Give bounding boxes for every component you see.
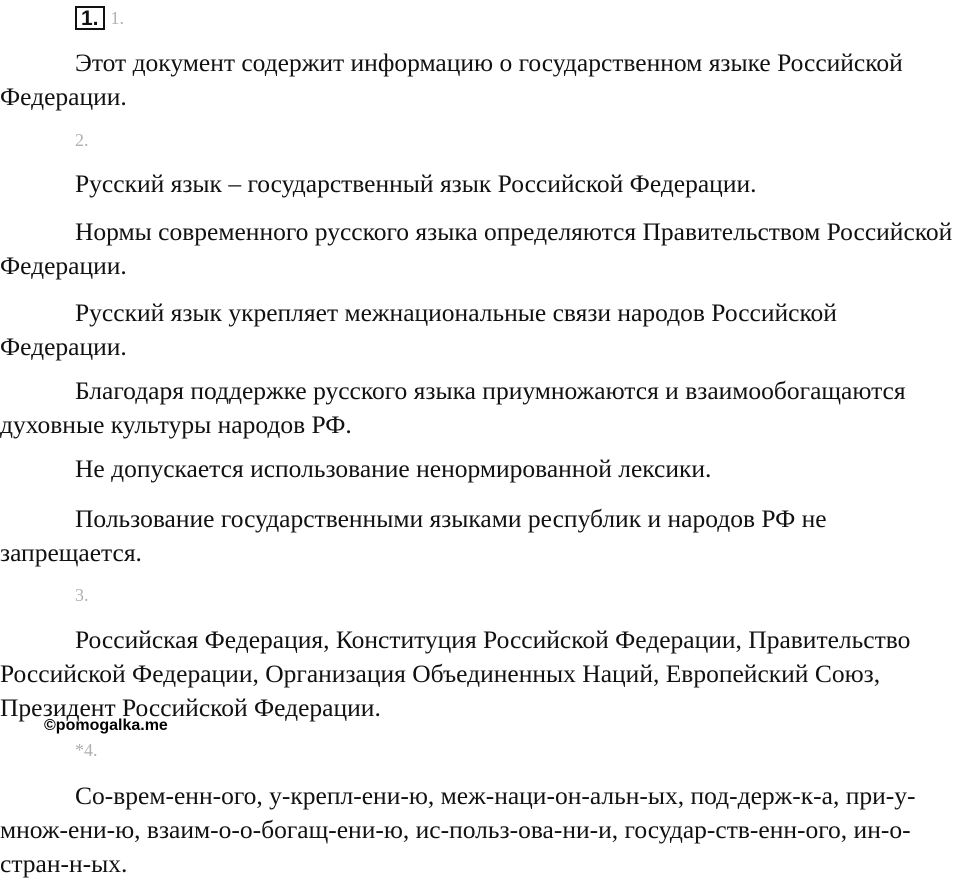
paragraph: Пользование государственными языками республик и народов РФ не запрещается. xyxy=(0,504,827,567)
section-1-body xyxy=(0,46,958,114)
paragraph: Со-врем-енн-ого, у-крепл-ени-ю, меж-наци-он-альн-ых, под-держ-к-а, при-у-множ-ени-ю, взаим-о-о-богащ-ени-ю, ис-польз-ова-ни-и, государ-ств-енн-ого, ин-о-стран-н-ых. xyxy=(0,781,916,878)
section-2-paragraph-2 xyxy=(0,215,958,283)
task-header xyxy=(75,4,124,32)
paragraph: Российская Федерация, Конституция Российской Федерации, Правительство Российской Федерации, Организация Объединенных Наций, Европейский Союз, Президент Российской Федерации. xyxy=(0,625,911,722)
paragraph: Нормы современного русского языка определяются Правительством Российской Федерации. xyxy=(0,217,953,280)
paragraph: Этот документ содержит информацию о государственном языке Российской Федерации. xyxy=(0,48,903,111)
paragraph: Благодаря поддержке русского языка приумножаются и взаимообогащаются духовные культуры народов РФ. xyxy=(0,376,906,439)
section-2-paragraph-3 xyxy=(0,296,958,364)
paragraph: Русский язык укрепляет межнациональные связи народов Российской Федерации. xyxy=(0,298,837,361)
section-2-paragraph-5 xyxy=(0,452,958,486)
watermark: ©pomogalka.me xyxy=(44,717,168,734)
section-4-label: *4. xyxy=(75,740,98,760)
section-3-label: 3. xyxy=(75,585,89,605)
paragraph: Русский язык – государственный язык Российской Федерации. xyxy=(75,169,757,198)
section-2-label: 2. xyxy=(75,130,89,150)
section-1-label: 1. xyxy=(110,7,125,28)
section-3-paragraph xyxy=(0,623,958,725)
section-4-paragraph xyxy=(0,779,958,881)
section-2-paragraph-4 xyxy=(0,374,958,442)
task-number-box: 1. xyxy=(75,6,105,30)
section-2-paragraph-6 xyxy=(0,502,958,570)
paragraph: Не допускается использование ненормированной лексики. xyxy=(75,454,712,483)
section-2-paragraph-1 xyxy=(0,167,958,201)
